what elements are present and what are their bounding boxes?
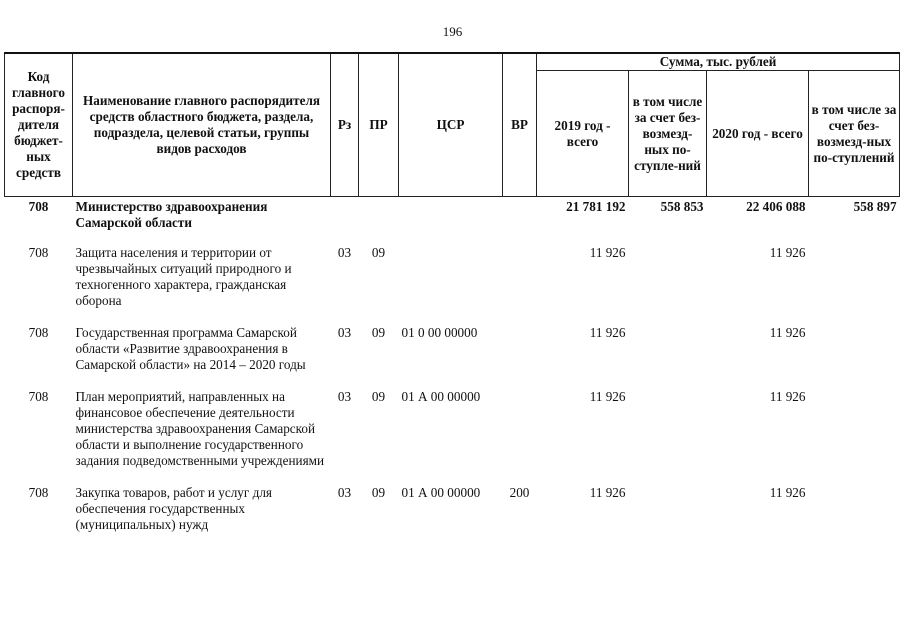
row-vr: [503, 325, 537, 389]
row-2020-gratis: [809, 325, 900, 389]
row-pr: 09: [371, 245, 386, 260]
row-2020-gratis: [809, 485, 900, 549]
page-number: 196: [442, 24, 463, 39]
header-pr: ПР: [359, 53, 399, 197]
row-pr: 09: [371, 389, 386, 404]
row-name: Министерство здравоохранения Самарской области: [75, 199, 268, 230]
row-name: Защита населения и территории от чрезвычайных ситуаций природного и техногенного характера, гражданская оборона: [75, 245, 292, 308]
header-name: Наименование главного распорядителя средств областного бюджета, раздела, подраздела, целевой статьи, группы видов расходов: [73, 53, 331, 197]
row-code: 708: [28, 199, 49, 214]
row-2020-gratis: [809, 389, 900, 485]
row-csr: 01 А 00 00000: [401, 389, 481, 404]
row-vr: [503, 389, 537, 485]
row-name: План мероприятий, направленных на финансовое обеспечение деятельности министерства здравоохранения Самарской области и выполнение государственного задания подведомственными учреждениями: [75, 389, 325, 468]
row-pr: 09: [371, 485, 386, 500]
row-csr: 01 0 00 00000: [401, 325, 478, 340]
row-code: 708: [28, 325, 49, 340]
table-row: [5, 485, 900, 549]
row-2019-gratis: 558 853: [660, 199, 704, 214]
row-2020-total: 11 926: [769, 485, 806, 500]
row-code: 708: [28, 389, 49, 404]
header-vr: ВР: [503, 53, 537, 197]
header-sum: Сумма, тыс. рублей: [537, 53, 900, 71]
row-rz: 03: [337, 245, 352, 260]
row-2019-total: 11 926: [589, 389, 626, 404]
header-rz: Рз: [331, 53, 359, 197]
row-2020-total: 22 406 088: [746, 199, 806, 214]
row-2020-total: 11 926: [769, 389, 806, 404]
header-2020-total: 2020 год - всего: [707, 71, 809, 197]
row-csr: [399, 197, 503, 246]
row-2019-gratis: [629, 485, 707, 549]
row-vr: [503, 245, 537, 325]
header-2020-gratis: в том числе за счет без-возмезд-ных по-ступлений: [809, 71, 900, 197]
header-csr: ЦСР: [399, 53, 503, 197]
table-row: [5, 245, 900, 325]
row-name: Государственная программа Самарской области «Развитие здравоохранения в Самарской области» на 2014 – 2020 годы: [75, 325, 306, 372]
row-rz: 03: [337, 485, 352, 500]
row-2020-total: 11 926: [769, 245, 806, 260]
header-2019-total: 2019 год - всего: [537, 71, 629, 197]
row-2020-gratis: [809, 245, 900, 325]
header-2019-gratis: в том числе за счет без-возмезд-ных по-ступле-ний: [629, 71, 707, 197]
row-2019-total: 11 926: [589, 245, 626, 260]
row-2019-total: 11 926: [589, 325, 626, 340]
row-2019-total: 21 781 192: [566, 199, 626, 214]
row-code: 708: [28, 245, 49, 260]
budget-table: [4, 52, 900, 549]
table-row: [5, 389, 900, 485]
row-pr: 09: [371, 325, 386, 340]
table-row: [5, 197, 900, 246]
row-rz: 03: [337, 389, 352, 404]
row-csr: [399, 245, 503, 325]
row-2019-gratis: [629, 245, 707, 325]
row-pr: [359, 197, 399, 246]
row-2020-total: 11 926: [769, 325, 806, 340]
row-2020-gratis: 558 897: [853, 199, 897, 214]
header-code: Код главного распоря-дителя бюджет-ных средств: [5, 53, 73, 197]
table-row: [5, 325, 900, 389]
row-2019-total: 11 926: [589, 485, 626, 500]
row-name: Закупка товаров, работ и услуг для обеспечения государственных (муниципальных) нужд: [75, 485, 272, 532]
row-rz: 03: [337, 325, 352, 340]
row-rz: [331, 197, 359, 246]
row-vr: 200: [509, 485, 530, 500]
row-csr: 01 А 00 00000: [401, 485, 481, 500]
row-2019-gratis: [629, 389, 707, 485]
row-2019-gratis: [629, 325, 707, 389]
row-vr: [503, 197, 537, 246]
row-code: 708: [28, 485, 49, 500]
